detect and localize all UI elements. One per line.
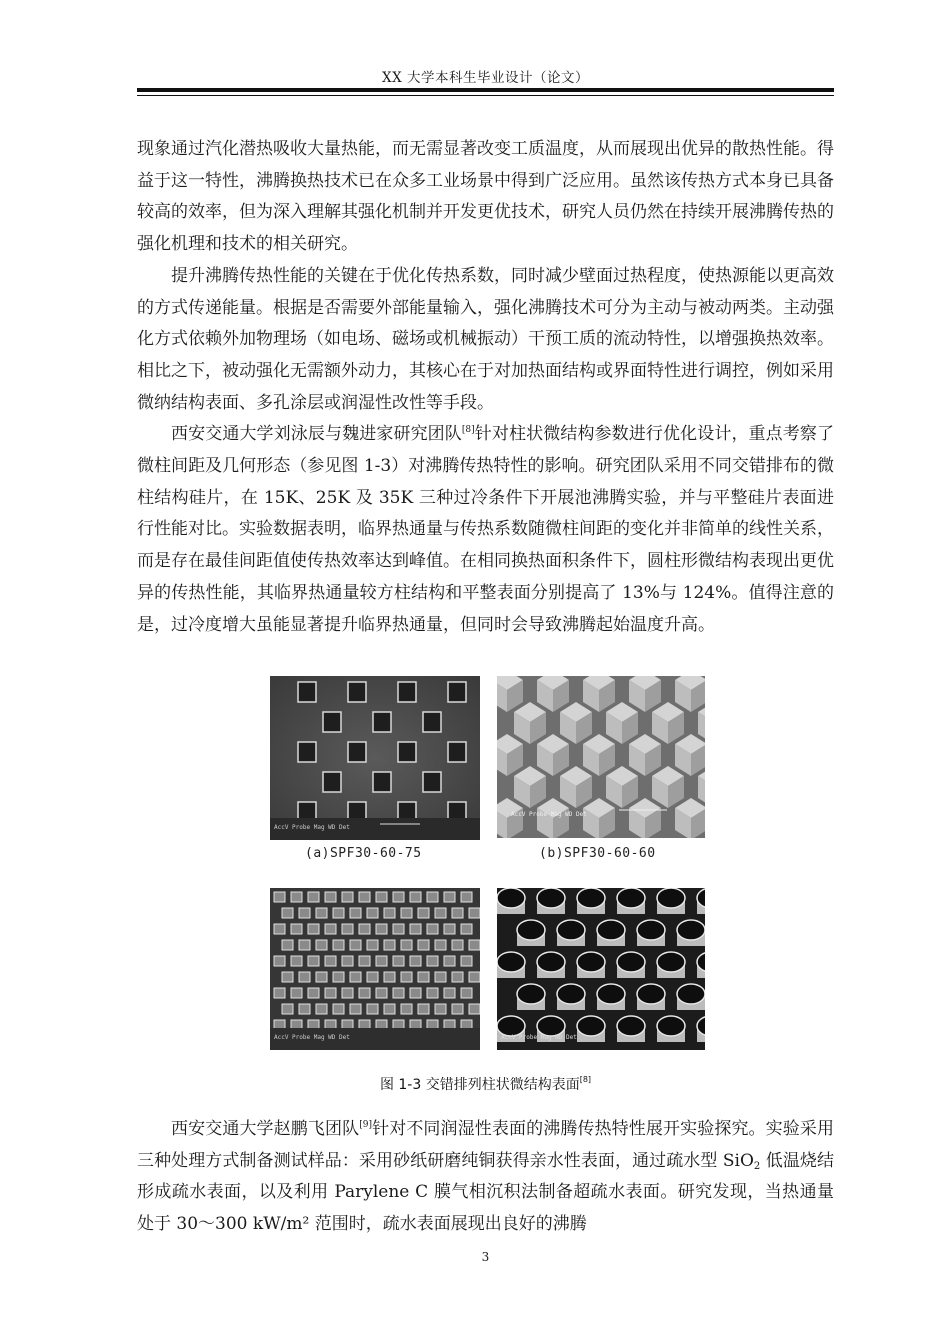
- micro-pillar: [359, 988, 370, 998]
- micro-pillar: [333, 940, 344, 950]
- micro-pillar: [384, 972, 395, 982]
- micro-pillar: [444, 924, 455, 934]
- micro-pillar: [393, 956, 404, 966]
- body-text-top: [137, 134, 834, 641]
- micro-pillar: [367, 940, 378, 950]
- micro-pillar: [373, 772, 391, 792]
- micro-pillar: [557, 920, 585, 940]
- micro-pillar: [597, 920, 625, 940]
- micro-pillar: [469, 908, 480, 918]
- svg-text:AccV Probe Mag WD Det: AccV Probe Mag WD Det: [274, 824, 350, 831]
- micro-pillar: [469, 1004, 480, 1014]
- micro-pillar: [537, 888, 565, 908]
- micro-pillar: [497, 952, 525, 972]
- micro-pillar: [384, 940, 395, 950]
- micro-pillar: [323, 772, 341, 792]
- micro-pillar: [637, 920, 665, 940]
- micro-pillar: [427, 924, 438, 934]
- micro-pillar: [398, 742, 416, 762]
- micro-pillar: [461, 924, 472, 934]
- micro-pillar: [401, 972, 412, 982]
- micro-pillar: [316, 1004, 327, 1014]
- micro-pillar: [299, 972, 310, 982]
- micro-pillar: [677, 984, 705, 1004]
- figure-citation: [8]: [579, 1075, 592, 1084]
- micro-pillar: [418, 972, 429, 982]
- micro-pillar: [291, 956, 302, 966]
- micro-pillar: [342, 892, 353, 902]
- micro-pillar: [657, 1016, 685, 1036]
- micro-pillar: [418, 1004, 429, 1014]
- micro-pillar: [393, 924, 404, 934]
- micro-pillar: [469, 940, 480, 950]
- sem-image-c: [270, 888, 480, 1050]
- paragraph-4: [137, 1114, 834, 1241]
- micro-pillar: [423, 712, 441, 732]
- svg-text:AccV Probe Mag WD Det: AccV Probe Mag WD Det: [274, 1034, 350, 1041]
- micro-pillar: [452, 1004, 463, 1014]
- micro-pillar: [350, 908, 361, 918]
- micro-pillar: [291, 924, 302, 934]
- micro-pillar: [323, 712, 341, 732]
- citation-9: [9]: [359, 1120, 372, 1130]
- micro-pillar: [350, 940, 361, 950]
- micro-pillar: [657, 888, 685, 908]
- micro-pillar: [657, 952, 685, 972]
- paragraph-1: 现象通过汽化潜热吸收大量热能，而无需显著改变工质温度，从而展现出优异的散热性能。得益于这一特性，沸腾换热技术已在众多工业场景中得到广泛应用。虽然该传热方式本身已具备较高的效率，但为深入理解其强化机制并开发更优技术，研究人员仍然在持续开展沸腾传热的强化机理和技术的相关研究。: [137, 139, 834, 255]
- micro-pillar: [577, 952, 605, 972]
- micro-pillar: [298, 682, 316, 702]
- micro-pillar: [342, 988, 353, 998]
- micro-pillar: [410, 892, 421, 902]
- micro-pillar: [452, 940, 463, 950]
- micro-pillar: [316, 972, 327, 982]
- micro-pillar: [444, 892, 455, 902]
- body-text-bottom: [137, 1114, 834, 1241]
- micro-pillar: [282, 940, 293, 950]
- micro-pillar: [637, 984, 665, 1004]
- micro-pillar: [348, 742, 366, 762]
- micro-pillar: [308, 892, 319, 902]
- micro-pillar: [291, 988, 302, 998]
- micro-pillar: [348, 682, 366, 702]
- micro-pillar: [325, 988, 336, 998]
- micro-pillar: [398, 682, 416, 702]
- micro-pillar: [316, 940, 327, 950]
- micro-pillar: [376, 924, 387, 934]
- micro-pillar: [444, 956, 455, 966]
- micro-pillar: [677, 920, 705, 940]
- micro-pillar: [444, 988, 455, 998]
- page-number: 3: [481, 1250, 490, 1264]
- micro-pillar: [423, 772, 441, 792]
- micro-pillar: [325, 956, 336, 966]
- subscript-2: 2: [753, 1160, 761, 1172]
- subfigure-caption-a: (a)SPF30-60-75: [305, 846, 422, 861]
- micro-pillar: [316, 908, 327, 918]
- micro-pillar: [517, 920, 545, 940]
- micro-pillar: [617, 952, 645, 972]
- micro-pillar: [461, 956, 472, 966]
- figure-caption: [137, 1074, 834, 1094]
- micro-pillar: [537, 1016, 565, 1036]
- micro-pillar: [461, 892, 472, 902]
- micro-pillar: [435, 940, 446, 950]
- micro-pillar: [401, 940, 412, 950]
- micro-pillar: [359, 924, 370, 934]
- micro-pillar: [333, 908, 344, 918]
- micro-pillar: [410, 924, 421, 934]
- paragraph-4-part-1: 西安交通大学赵鹏飞团队: [171, 1119, 360, 1139]
- micro-pillar: [308, 924, 319, 934]
- micro-pillar: [517, 984, 545, 1004]
- micro-pillar: [435, 908, 446, 918]
- running-header: XX 大学本科生毕业设计（论文）: [381, 70, 589, 86]
- paragraph-3: [137, 419, 834, 641]
- micro-pillar: [333, 1004, 344, 1014]
- paragraph-3-part-2: 针对柱状微结构参数进行优化设计，重点考察了微柱间距及几何形态（参见图 1-3）对沸腾传热特性的影响。研究团队采用不同交错排布的微柱结构硅片，在 15K、25K 及 35K 三种过冷条件下开展池沸腾实验，并与平整硅片表面进行性能对比。实验数据表明，临界热通量与传热系数随微柱间距的变化并非简单的线性关系，而是存在最佳间距值使传热效率达到峰值。在相同换热面积条件下，圆柱形微结构表现出更优异的传热性能，其临界热通量较方柱结构和平整表面分别提高了 13%与 124%。值得注意的是，过冷度增大虽能显著提升临界热通量，但同时会导致沸腾起始温度升高。: [137, 424, 835, 635]
- micro-pillar: [291, 892, 302, 902]
- paragraph-3-part-1: 西安交通大学刘泳辰与魏进家研究团队: [171, 424, 462, 445]
- sem-image-d: [497, 888, 705, 1050]
- micro-pillar: [274, 956, 285, 966]
- micro-pillar: [274, 924, 285, 934]
- micro-pillar: [376, 956, 387, 966]
- micro-pillar: [393, 892, 404, 902]
- micro-pillar: [333, 972, 344, 982]
- micro-pillar: [469, 972, 480, 982]
- micro-pillar: [448, 742, 466, 762]
- micro-pillar: [384, 1004, 395, 1014]
- micro-pillar: [342, 924, 353, 934]
- micro-pillar: [557, 984, 585, 1004]
- micro-pillar: [384, 908, 395, 918]
- paragraph-4-part-3: 低温烧结形成疏水表面，以及利用 Parylene C 膜气相沉积法制备超疏水表面。研究发现，当热通量处于 30～300 kW/m² 范围时，疏水表面展现出良好的沸腾: [137, 1150, 834, 1235]
- micro-pillar: [418, 940, 429, 950]
- subfigure-caption-b: (b)SPF30-60-60: [539, 846, 656, 861]
- micro-pillar: [452, 908, 463, 918]
- micro-pillar: [427, 956, 438, 966]
- micro-pillar: [367, 1004, 378, 1014]
- micro-pillar: [367, 972, 378, 982]
- micro-pillar: [376, 892, 387, 902]
- sem-image-b: [497, 676, 705, 838]
- micro-pillar: [308, 988, 319, 998]
- micro-pillar: [427, 988, 438, 998]
- micro-pillar: [298, 742, 316, 762]
- micro-pillar: [308, 956, 319, 966]
- micro-pillar: [350, 972, 361, 982]
- micro-pillar: [393, 988, 404, 998]
- micro-pillar: [418, 908, 429, 918]
- micro-pillar: [359, 892, 370, 902]
- paragraph-4-part-2: 针对不同润湿性表面的沸腾传热特性展开实验探究。实验采用三种处理方式制备测试样品：采用砂纸研磨纯铜获得亲水性表面，通过疏水型 SiO: [137, 1119, 835, 1171]
- micro-pillar: [342, 956, 353, 966]
- micro-pillar: [461, 988, 472, 998]
- micro-pillar: [367, 908, 378, 918]
- micro-pillar: [282, 1004, 293, 1014]
- micro-pillar: [617, 1016, 645, 1036]
- micro-pillar: [282, 908, 293, 918]
- svg-text:AccV Probe Mag WD Det: AccV Probe Mag WD Det: [511, 811, 587, 818]
- micro-pillar: [401, 1004, 412, 1014]
- micro-pillar: [376, 988, 387, 998]
- micro-pillar: [597, 984, 625, 1004]
- micro-pillar: [537, 952, 565, 972]
- svg-text:AccV Probe Mag WD Det: AccV Probe Mag WD Det: [501, 1034, 577, 1041]
- micro-pillar: [577, 888, 605, 908]
- micro-pillar: [350, 1004, 361, 1014]
- micro-pillar: [299, 940, 310, 950]
- citation-8: [8]: [461, 425, 475, 436]
- micro-pillar: [359, 956, 370, 966]
- micro-pillar: [452, 972, 463, 982]
- micro-pillar: [427, 892, 438, 902]
- micro-pillar: [577, 1016, 605, 1036]
- micro-pillar: [373, 712, 391, 732]
- micro-pillar: [410, 956, 421, 966]
- micro-pillar: [299, 908, 310, 918]
- sem-image-a: [270, 676, 480, 840]
- paragraph-2: 提升沸腾传热性能的关键在于优化传热系数，同时减少壁面过热程度，使热源能以更高效的方式传递能量。根据是否需要外部能量输入，强化沸腾技术可分为主动与被动两类。主动强化方式依赖外加物理场（如电场、磁场或机械振动）干预工质的流动特性，以增强换热效率。相比之下，被动强化无需额外动力，其核心在于对加热面结构或界面特性进行调控，例如采用微纳结构表面、多孔涂层或润湿性改性等手段。: [137, 265, 834, 413]
- micro-pillar: [497, 1016, 525, 1036]
- micro-pillar: [299, 1004, 310, 1014]
- header-rule-thick: [137, 88, 834, 92]
- micro-pillar: [448, 682, 466, 702]
- micro-pillar: [617, 888, 645, 908]
- micro-pillar: [410, 988, 421, 998]
- micro-pillar: [274, 892, 285, 902]
- micro-pillar: [325, 924, 336, 934]
- header-rule-thin: [137, 95, 834, 96]
- micro-pillar: [435, 972, 446, 982]
- micro-pillar: [274, 988, 285, 998]
- figure-caption-text: 图 1-3 交错排列柱状微结构表面: [379, 1077, 580, 1093]
- micro-pillar: [325, 892, 336, 902]
- micro-pillar: [282, 972, 293, 982]
- micro-pillar: [497, 888, 525, 908]
- micro-pillar: [435, 1004, 446, 1014]
- micro-pillar: [401, 908, 412, 918]
